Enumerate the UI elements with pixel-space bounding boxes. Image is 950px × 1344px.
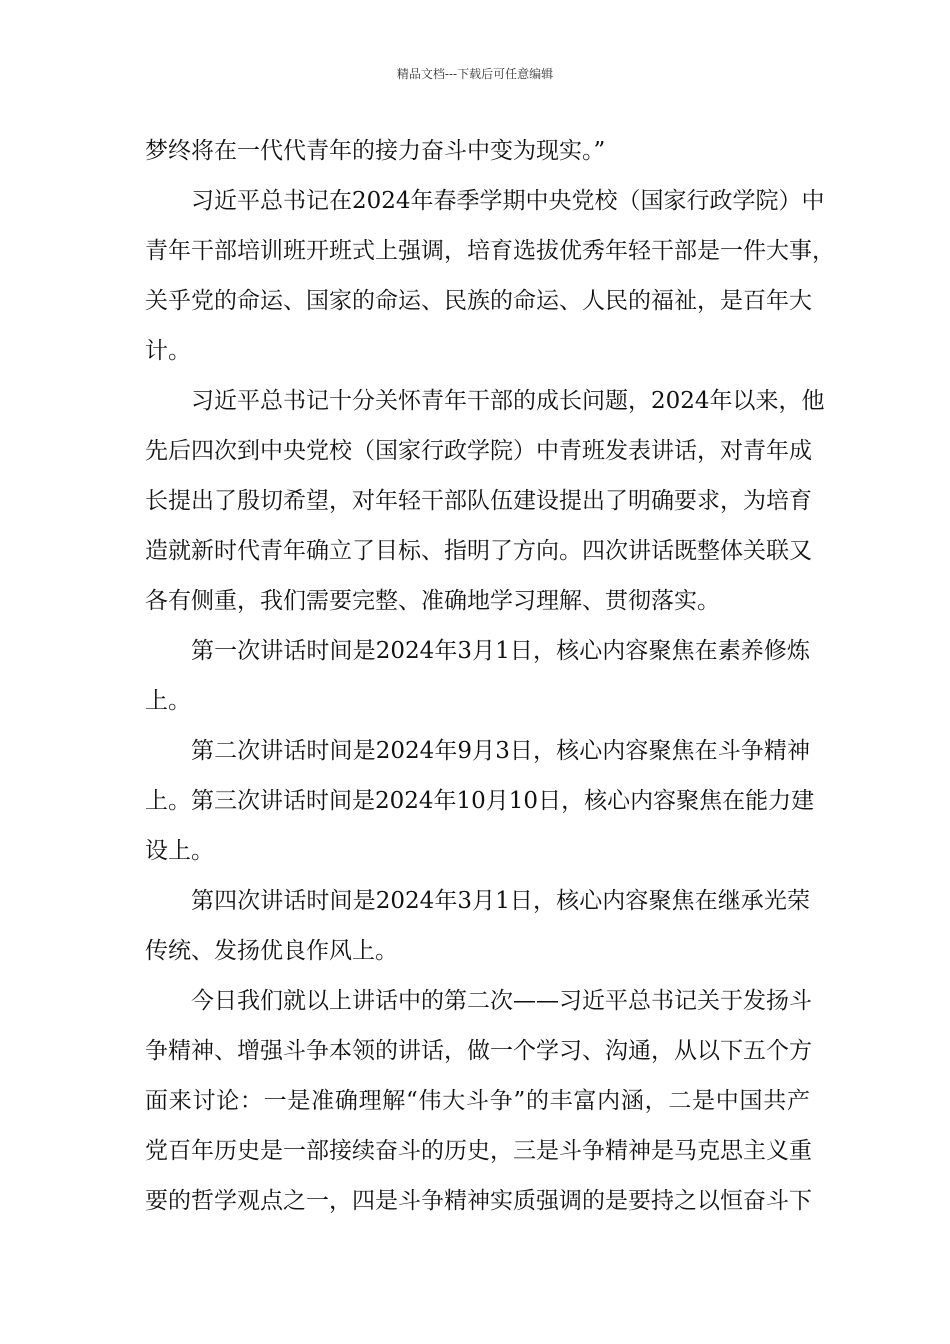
text-line: 计。 <box>145 338 191 364</box>
text-line: 传统、发扬优良作风上。 <box>145 938 398 964</box>
text-line: 党百年历史是一部接续奋斗的历史，三是斗争精神是马克思主义重 <box>145 1138 812 1164</box>
paragraph-start-line: 第二次讲话时间是2024年9月3日，核心内容聚焦在斗争精神 <box>191 738 810 764</box>
document-body <box>145 126 835 1226</box>
page-header: 精品文档---下载后可任意编辑 <box>396 67 554 81</box>
paragraph-start-line: 习近平总书记在2024年春季学期中央党校（国家行政学院）中 <box>191 188 825 214</box>
text-line: 关乎党的命运、国家的命运、民族的命运、人民的福祉，是百年大 <box>145 288 812 314</box>
text-line: 造就新时代青年确立了目标、指明了方向。四次讲话既整体关联又 <box>145 538 812 564</box>
paragraph-start-line: 第四次讲话时间是2024年3月1日，核心内容聚焦在继承光荣 <box>191 888 810 914</box>
text-line: 上。 <box>145 688 191 714</box>
text-line: 各有侧重，我们需要完整、准确地学习理解、贯彻落实。 <box>145 588 720 614</box>
text-line: 设上。 <box>145 838 214 864</box>
text-line: 青年干部培训班开班式上强调，培育选拔优秀年轻干部是一件大事， <box>145 238 835 264</box>
text-line: 争精神、增强斗争本领的讲话，做一个学习、沟通，从以下五个方 <box>145 1038 812 1064</box>
text-line: 面来讨论：一是准确理解“伟大斗争”的丰富内涵，二是中国共产 <box>145 1088 810 1114</box>
paragraph-start-line: 习近平总书记十分关怀青年干部的成长问题，2024年以来，他 <box>191 388 825 414</box>
text-line: 上。第三次讲话时间是2024年10月10日，核心内容聚焦在能力建 <box>145 788 815 814</box>
paragraph-start-line: 第一次讲话时间是2024年3月1日，核心内容聚焦在素养修炼 <box>191 638 810 664</box>
paragraph-start-line: 今日我们就以上讲话中的第二次——习近平总书记关于发扬斗 <box>191 988 812 1014</box>
text-line: 梦终将在一代代青年的接力奋斗中变为现实。” <box>145 138 606 164</box>
text-line: 长提出了殷切希望，对年轻干部队伍建设提出了明确要求，为培育 <box>145 488 812 514</box>
text-line: 先后四次到中央党校（国家行政学院）中青班发表讲话，对青年成 <box>145 438 812 464</box>
text-line: 要的哲学观点之一，四是斗争精神实质强调的是要持之以恒奋斗下 <box>145 1188 812 1214</box>
